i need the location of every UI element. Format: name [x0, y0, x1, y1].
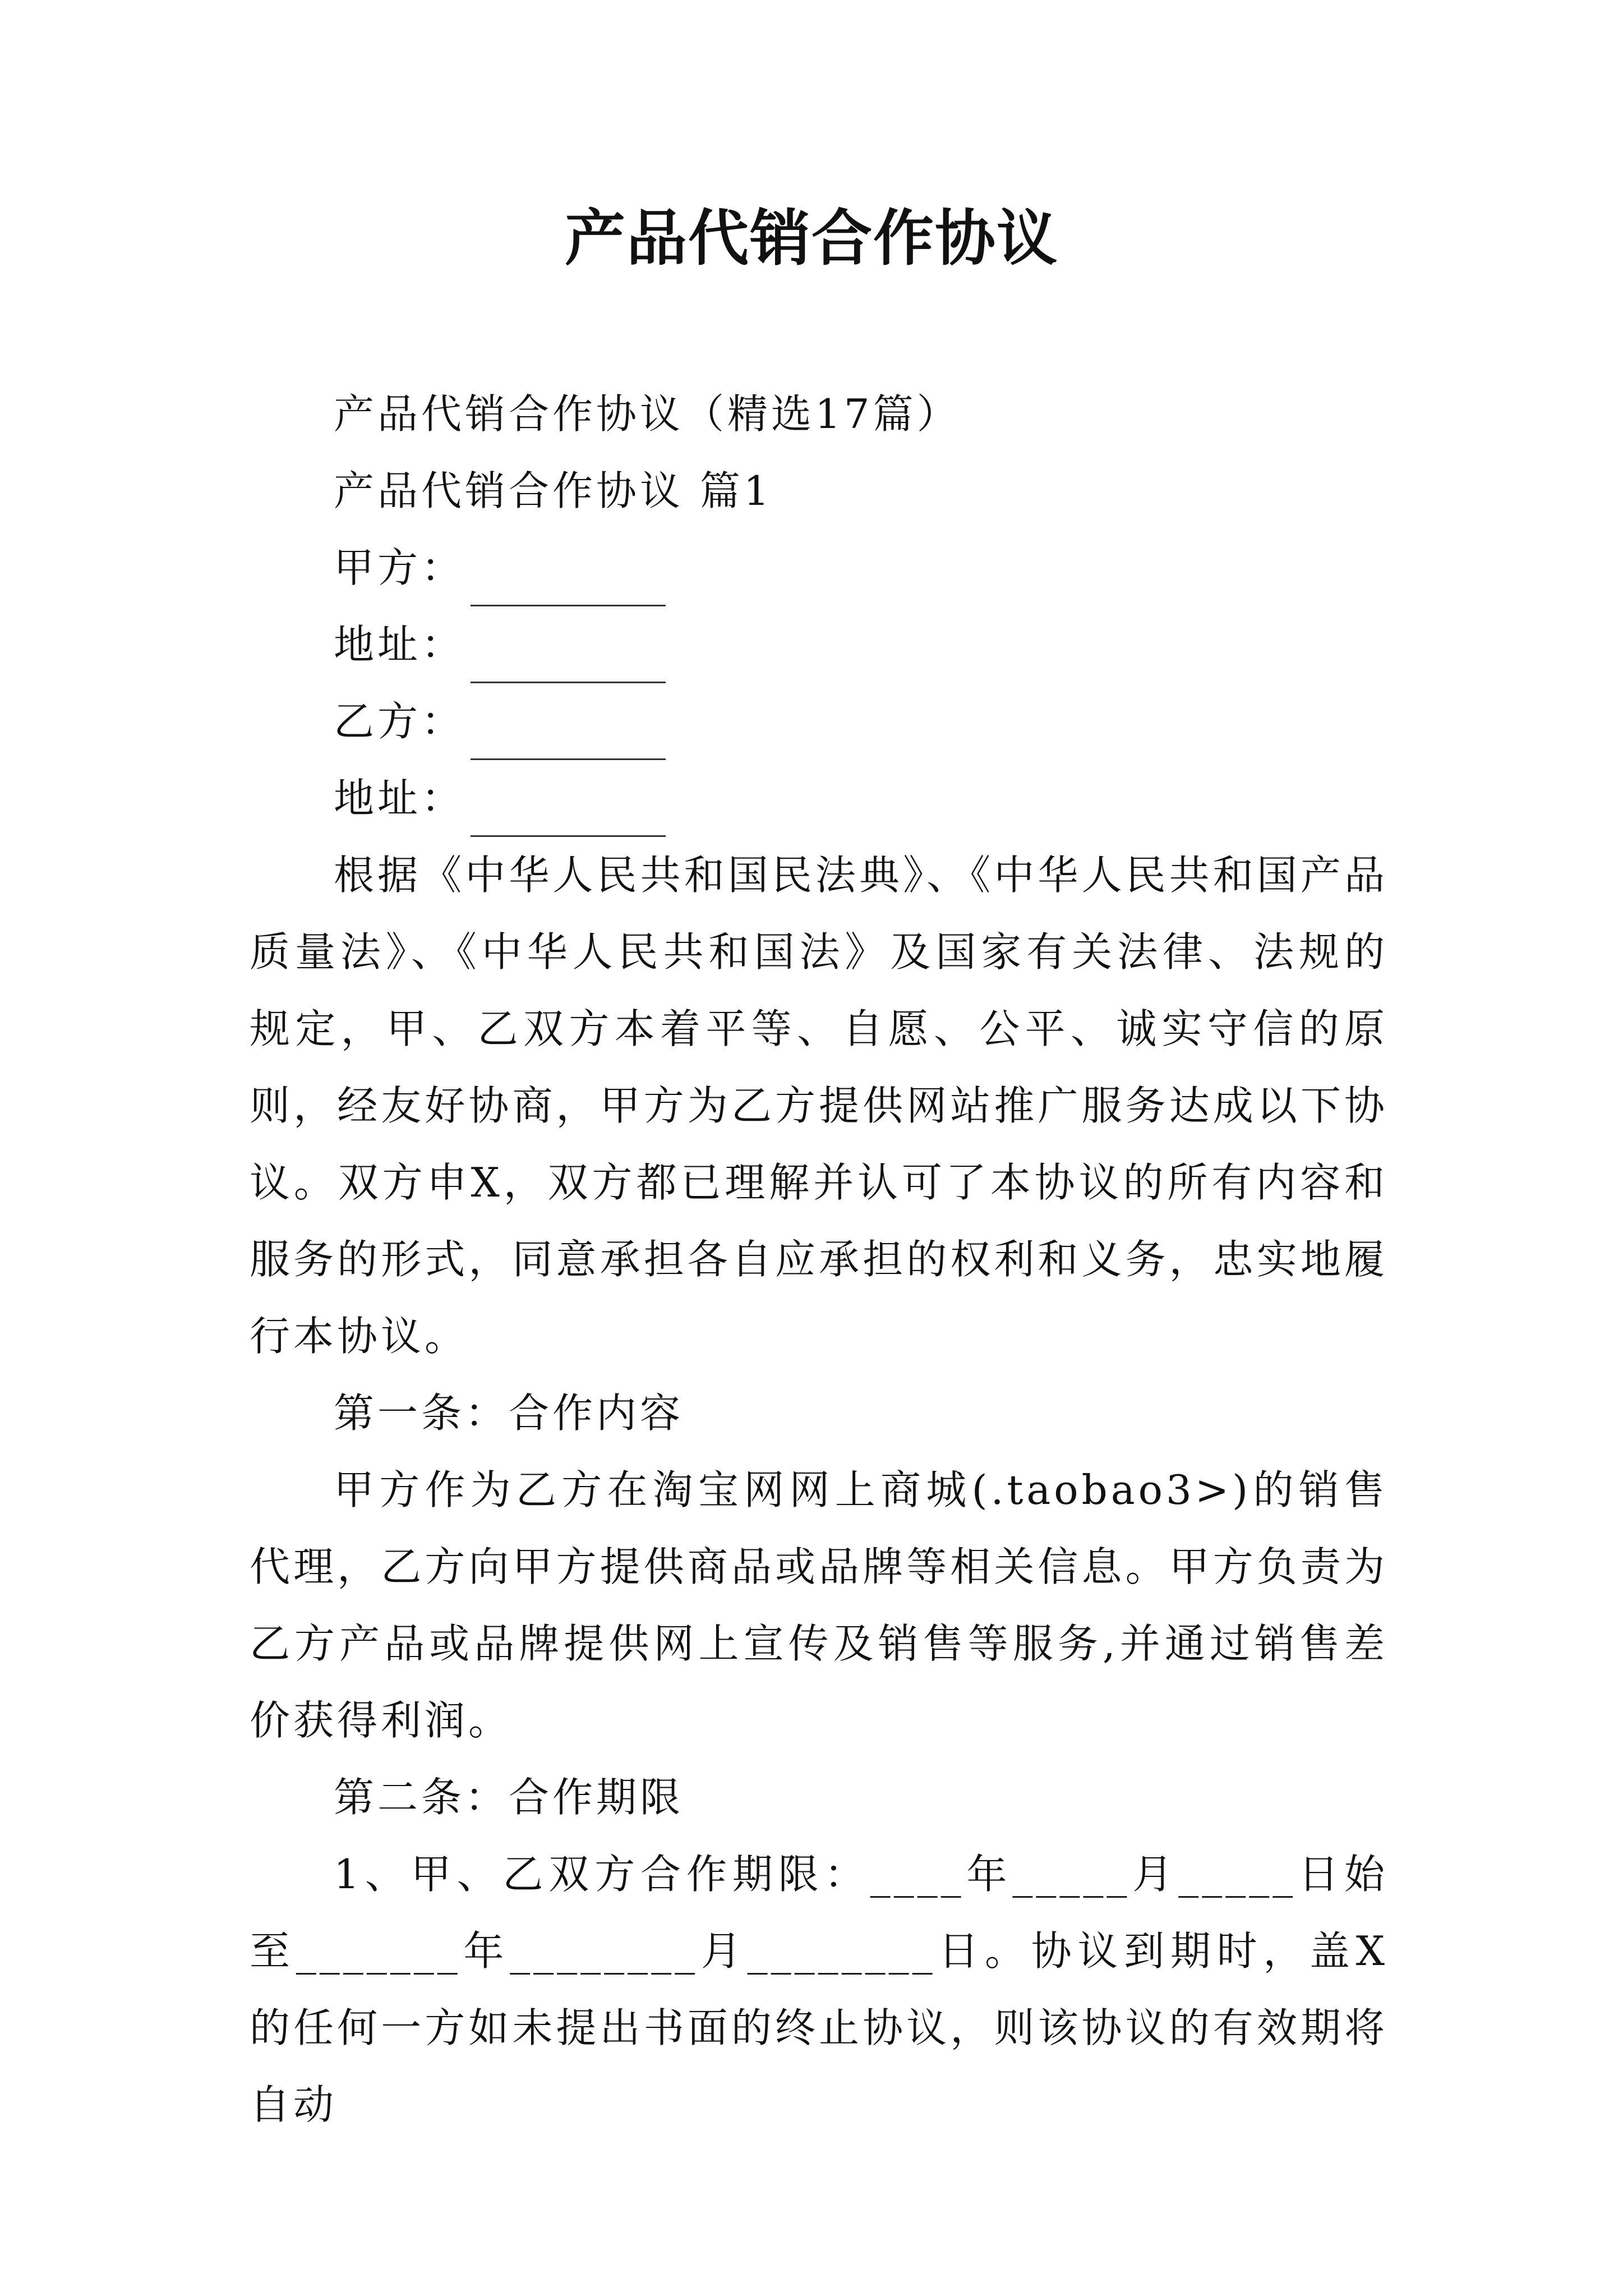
- party-a-blank: [471, 561, 666, 606]
- party-b-address-blank: [471, 792, 666, 837]
- party-b-address-field: [250, 760, 1388, 837]
- article-2-item-1: 1、甲、乙双方合作期限：____年_____月_____日始至_______年________月________日。协议到期时，盖X的任何一方如未提出书面的终止协议，则该协议的有效期将自动: [250, 1851, 1388, 2128]
- party-a-address-field: [250, 606, 1388, 683]
- document-title: 产品代销合作协议: [564, 203, 1058, 274]
- article-1-body: 甲方作为乙方在淘宝网网上商城(.taobao3>)的销售代理，乙方向甲方提供商品或品牌等相关信息。甲方负责为乙方产品或品牌提供网上宣传及销售等服务,并通过销售差价获得利润。: [250, 1466, 1388, 1744]
- party-a-field: [250, 530, 1388, 606]
- party-a-label: 甲方：: [334, 544, 465, 591]
- article-2-title: 第二条：合作期限: [334, 1774, 684, 1821]
- party-b-blank: [471, 715, 666, 760]
- chapter-heading: 产品代销合作协议 篇1: [334, 467, 773, 514]
- party-b-address-label: 地址：: [334, 775, 465, 822]
- party-b-label: 乙方：: [334, 698, 465, 745]
- document-body: [250, 376, 1388, 2143]
- intro-paragraph: 根据《中华人民共和国民法典》、《中华人民共和国产品质量法》、《中华人民共和国法》及国家有关法律、法规的规定，甲、乙双方本着平等、自愿、公平、诚实守信的原则，经友好协商，甲方为乙方提供网站推广服务达成以下协议。双方申X，双方都已理解并认可了本协议的所有内容和服务的形式，同意承担各自应承担的权利和义务，忠实地履行本协议。: [250, 852, 1388, 1360]
- party-a-address-blank: [471, 638, 666, 683]
- party-b-field: [250, 683, 1388, 760]
- document-subtitle: 产品代销合作协议（精选17篇）: [334, 390, 961, 438]
- article-1-title: 第一条：合作内容: [334, 1389, 684, 1437]
- party-a-address-label: 地址：: [334, 621, 465, 668]
